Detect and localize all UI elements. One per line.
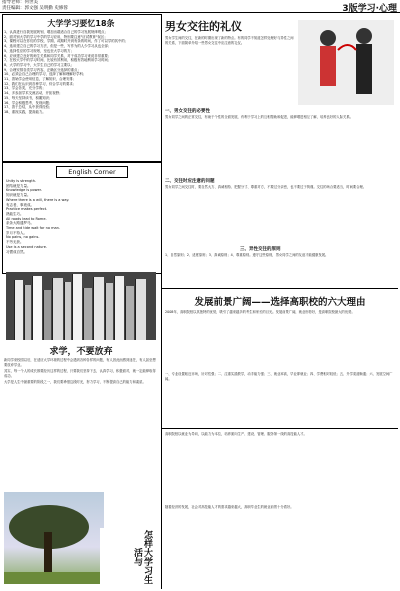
english-corner-label: English Corner [56,166,128,178]
future-p1: 2008年，高职院校以其独特的优势，吸引了越来越多的考生和家长的目光。发展前景广阔，就业形势好，是高职院校最大的优势。 [165,310,355,314]
relation-sub2: 二、交往时应注意的问题 [165,179,215,184]
english-line: 不劳无获。 [6,240,24,245]
tip-item: 3、课程可以在你们的学校，学期，或期时开到有条的时间，作了可以学的其中的； [4,39,129,44]
english-line: 知识就是力量。 [6,193,31,198]
books-photo [6,272,156,340]
tip-item: 14、多参加学术交流活动，开拓视野； [4,91,63,96]
ask-paragraph: 新同学来校园以后，在适应大学环境的过程中会遇到各种各样的问题，有人因此而感到迷茫，有人甚至想要放弃学业。 [4,358,156,367]
english-line: Time and tide wait for no man. [6,226,60,231]
tip-item: 12、我们在认识到各种学习，综合学习的要求； [4,81,77,86]
future-p4: 随着经济的发展，社会对高技能人才的需求越来越大，高职毕业生的就业前景十分看好。 [165,505,294,509]
english-line: Use is a second nature. [6,244,47,249]
tip-item: 7、在校大学中的学习时间，比较有效利用，积极有效地利用学习时间； [4,58,112,63]
relation-p3: 1、自然原则；2、适度原则；3、真诚原则；4、尊重原则。遵守这些原则，男女同学之间的友谊才能健康发展。 [165,253,329,257]
section-label: 3版学习·心理 [342,4,397,14]
tip-item: 16、学会积极思考，发现问题； [4,100,53,105]
tip-item: 15、每天坚持读书，积累知识； [4,95,53,100]
english-line: 有志者，事竟成。 [6,202,34,207]
english-line: 习惯成自然。 [6,249,27,254]
english-line: No pains, no gains. [6,235,40,240]
tip-item: 9、合理安排各类学习内容，正确区分选择的重点； [4,67,81,72]
english-line: All roads lead to Rome. [6,216,47,221]
tip-item: 13、学会各类，充分学的； [4,86,46,91]
ask-paragraph: 其实，每一个人的成长都要经历这样的过程，只要我们坚持下去，认真学习，积极面对，就一定能够取得成功。 [4,369,156,378]
english-line: Knowledge is power. [6,188,42,193]
relation-intro: 男女学生间的交往，在新的时期出现了新的特点。有的同学不知道怎样处理好与异性之间的关系，下面简单介绍一些男女交往中应注意的礼仪。 [165,36,294,45]
ask-paragraph: 大学是人生中最重要的阶段之一，我们要珍惜这段时光，努力学习，不断提高自己的能力和素质。 [4,380,146,384]
relation-title: 男女交往的礼仪 [165,20,242,33]
tip-item: 10、必须会自己合理的学习，选择了解和理解好学科； [4,72,87,77]
study-tips-title: 大学学习要忆18条 [47,19,115,28]
english-line: Unity is strength. [6,179,37,183]
english-line: 熟能生巧。 [6,211,24,216]
relation-p1: 男女同学之间的正常交往，有助于个性的全面发展，有利于学习上的互相帮助和促进，能够增进相互了解，培养良好的人际关系。 [165,115,353,119]
section-divider [162,288,398,289]
tip-item: 8、大学的学习中，大学生自己的学习主要以； [4,62,74,67]
english-corner-box [2,162,162,274]
duty-editor-line: 责任编辑：郭文强 吴明勤 史修蓉 [2,5,68,11]
tip-item: 1、认真进行自我发展规划，增加出端适合自己的学习发展规律观点； [4,30,108,34]
tip-item: 17、善于总结，从中获得经验； [4,105,53,110]
tip-item: 2、面对别大学的学习中学的学习应用，特别要注意"应试教育"误区； [4,34,108,39]
section-divider-2 [162,428,398,429]
couple-illustration [298,20,394,105]
editor-line: 指导老师：何世美 [2,0,38,5]
english-line: Practice makes perfect. [6,207,48,212]
tree-illustration [4,492,104,584]
page-header [0,0,400,13]
tip-item: 5、选择性应的学习规划，至也至大学习的方； [4,48,74,53]
english-line: Where there is a will, there is a way. [6,197,70,202]
future-p3: 高职院校以就业为导向，以能力为本位，培养面向生产、建设、管理、服务第一线的高技能人才。 [165,432,307,436]
tip-item: 4、选用建立自己的学习方法，但是一些，写作为的人少学习从也全部； [4,44,112,49]
english-line: 条条大路通罗马。 [6,221,34,226]
future-title: 发展前景广阔——选择高职校的六大理由 [194,297,366,308]
relation-p2: 男女同学之间交往时，要自然大方、真诚相待、把握分寸、尊重对方，不要过分亲密，也不要过于拘谨。交往的场合要适当，时间要合理。 [165,185,367,189]
ask-body [4,358,158,488]
study-tips-list [4,30,158,115]
english-lines [6,179,158,254]
tip-item: 6、应该建立良好的师生关系和同学关系，对于成功学习来说非常重要； [4,53,112,58]
vertical-heading: 怎样大学习生活与 [100,528,152,586]
ask-title: 求学，不要放弃 [49,347,113,357]
relation-sub3: 三、异性交往的原则 [240,247,281,252]
tip-item: 18、重视实践，提高能力。 [4,109,46,114]
english-line: 岁月不待人。 [6,230,27,235]
tip-item: 11、善始学会使用信息，了解知识，合理安排； [4,77,77,82]
relation-sub1: 一、男女交往的必要性 [165,109,210,114]
future-p2: 一、专业设置贴近市场，针对性强；二、注重实践教学，动手能力强；三、就业率高，毕业即就业；四、学费相对较低；五、升学渠道畅通；六、发展空间广阔。 [165,372,393,381]
english-line: 团结就是力量。 [6,183,31,188]
tree-photo [4,492,104,584]
